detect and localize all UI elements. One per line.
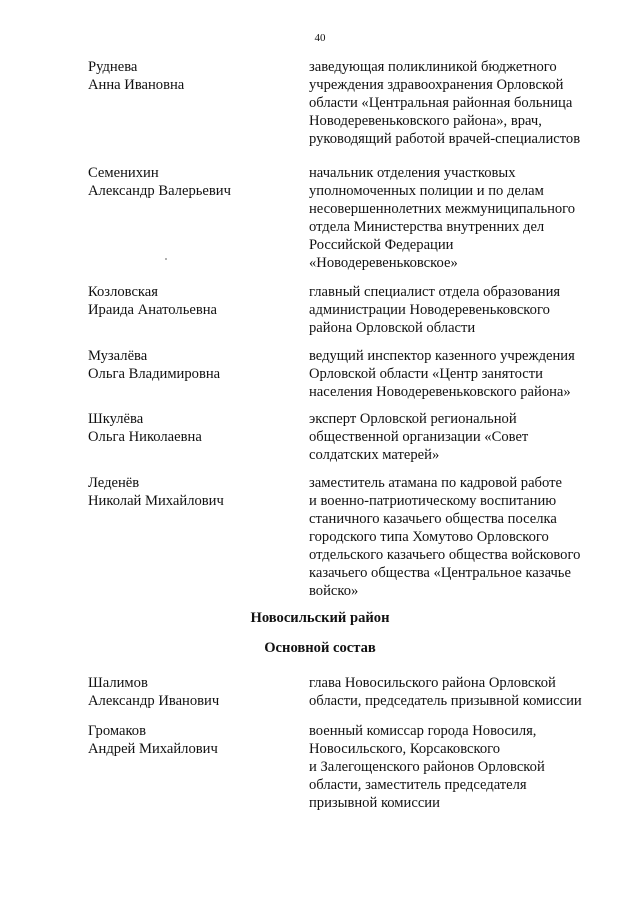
member-given-names: Ольга Николаевна xyxy=(88,429,202,445)
member-position: заведующая поликлиникой бюджетного учреждения здравоохранения Орловской области «Центральная районная больница Новодеревеньковского района», врач, руководящий работой врачей-специалистов xyxy=(309,59,581,147)
member-surname: Семенихин xyxy=(88,165,159,181)
page-number: 40 xyxy=(314,32,326,44)
member-position: эксперт Орловской региональной общественной организации «Совет солдатских матерей» xyxy=(309,411,529,463)
member-given-names: Николай Михайлович xyxy=(88,493,224,509)
member-name xyxy=(88,674,303,710)
member-position: начальник отделения участковых уполномоченных полиции и по делам несовершеннолетних межмуниципального отдела Министерства внутренних дел Российской Федерации «Новодеревеньковское» xyxy=(309,165,576,271)
member-given-names: Анна Ивановна xyxy=(88,77,185,93)
member-surname: Шкулёва xyxy=(88,411,144,427)
member-given-names: Александр Валерьевич xyxy=(88,183,231,199)
member-name xyxy=(88,410,303,446)
member-surname: Леденёв xyxy=(88,475,140,491)
member-given-names: Ольга Владимировна xyxy=(88,366,221,382)
member-name xyxy=(88,722,303,758)
member-position: военный комиссар города Новосиля, Новосильского, Корсаковского и Залегощенского районов Орловской области, заместитель председателя призывной комиссии xyxy=(309,723,545,811)
member-name xyxy=(88,283,303,319)
member-name xyxy=(88,58,303,94)
member-surname: Шалимов xyxy=(88,675,148,691)
member-given-names: Александр Иванович xyxy=(88,693,220,709)
section-heading: Основной состав xyxy=(264,640,376,656)
scan-speck xyxy=(165,258,167,260)
member-surname: Козловская xyxy=(88,284,158,300)
member-name xyxy=(88,164,303,200)
member-name xyxy=(88,347,303,383)
member-surname: Руднева xyxy=(88,59,138,75)
member-given-names: Ираида Анатольевна xyxy=(88,302,218,318)
member-surname: Музалёва xyxy=(88,348,148,364)
member-surname: Громаков xyxy=(88,723,146,739)
member-given-names: Андрей Михайлович xyxy=(88,741,218,757)
member-position: ведущий инспектор казенного учреждения Орловской области «Центр занятости населения Новодеревеньковского района» xyxy=(309,348,575,400)
member-position: заместитель атамана по кадровой работе и военно-патриотическому воспитанию станичного казачьего общества поселка городского типа Хомутово Орловского отдельского казачьего общества войскового казачьего общества «Центральное казачье войско» xyxy=(309,475,581,599)
member-position: глава Новосильского района Орловской области, председатель призывной комиссии xyxy=(309,675,582,709)
member-position: главный специалист отдела образования администрации Новодеревеньковского района Орловской области xyxy=(309,284,561,336)
district-heading: Новосильский район xyxy=(250,610,390,626)
member-name xyxy=(88,474,303,510)
